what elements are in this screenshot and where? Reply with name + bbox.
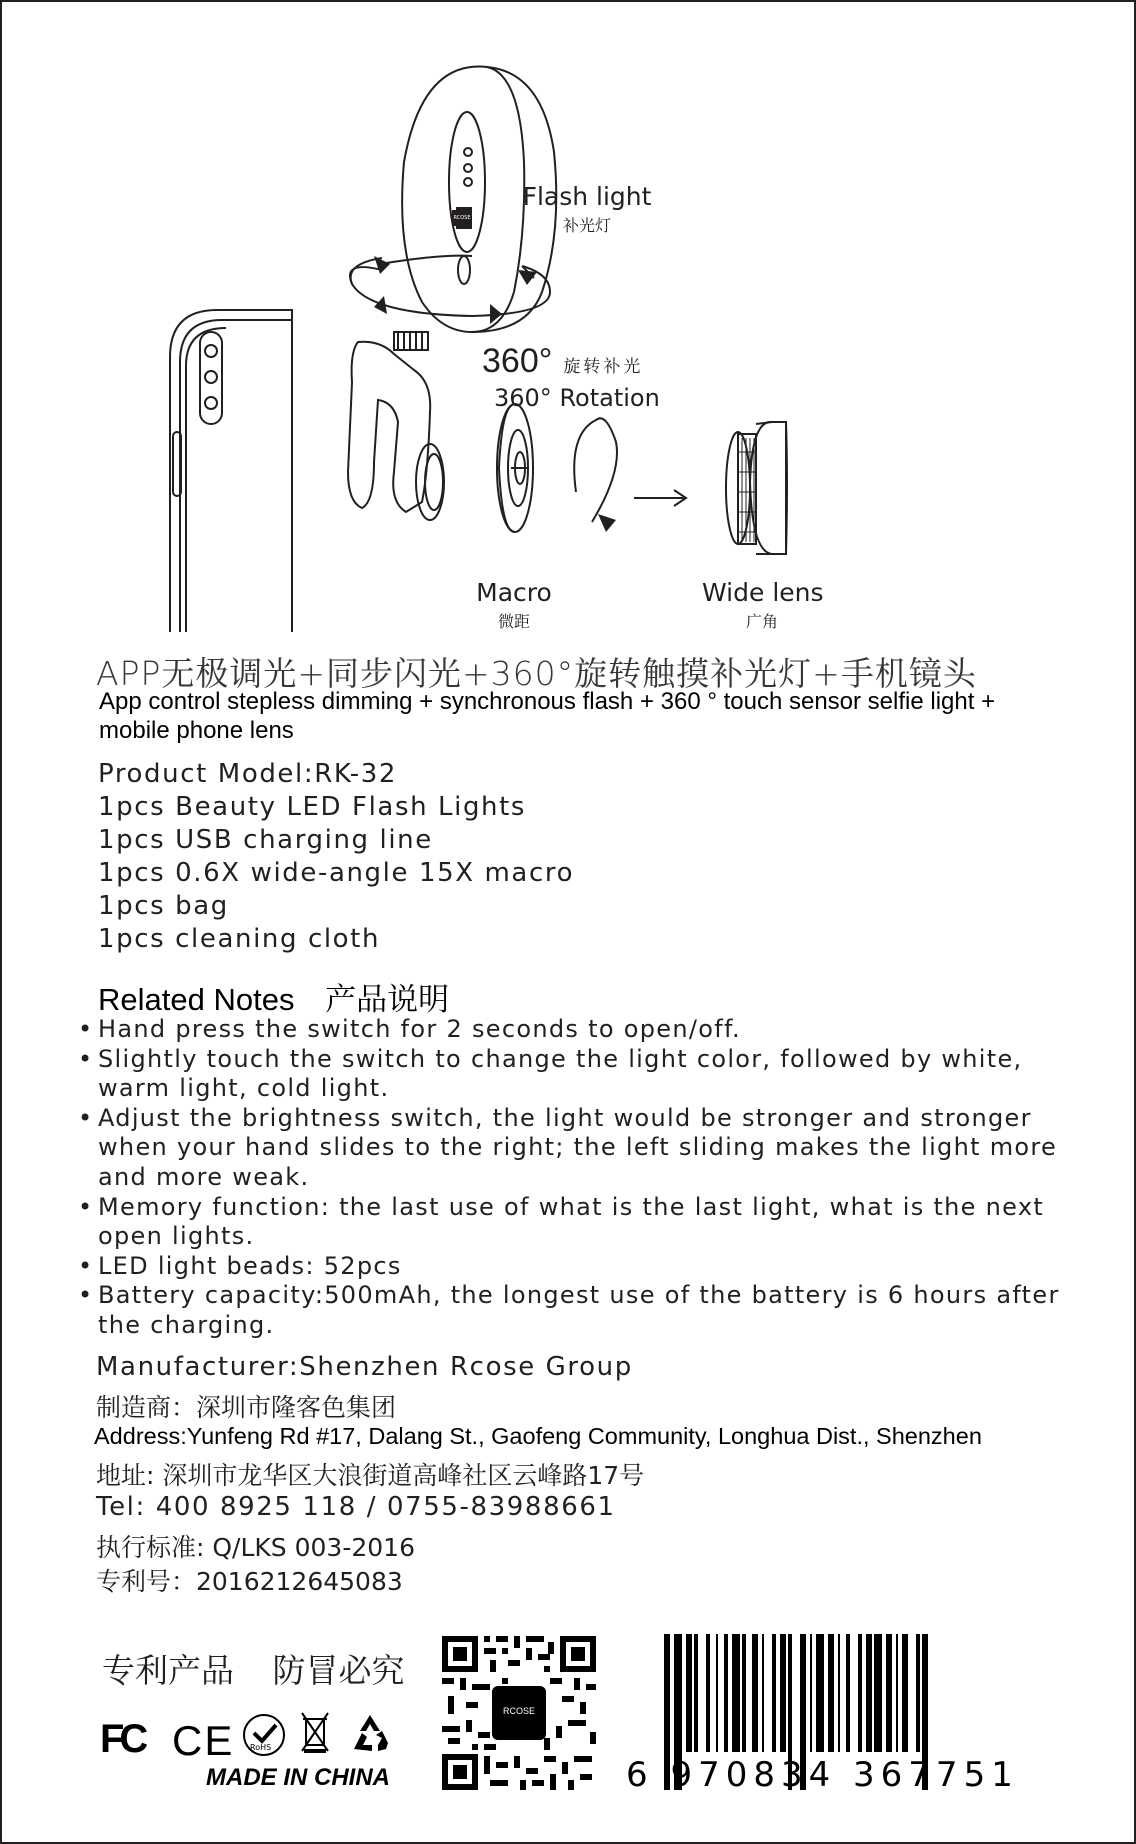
note-item: • Hand press the switch for 2 seconds to open/off. bbox=[78, 1015, 1078, 1045]
wide-lens-label-en: Wide lens bbox=[702, 578, 824, 607]
spec-item: 1pcs bag bbox=[98, 891, 229, 921]
notes-list bbox=[78, 1015, 1078, 1341]
barcode-bar bbox=[828, 1634, 834, 1752]
barcode-bar bbox=[810, 1634, 812, 1752]
patent-product-text: 专利产品 bbox=[102, 1651, 234, 1690]
rotation-label-en: 360° Rotation bbox=[494, 384, 660, 412]
barcode-bar bbox=[886, 1634, 892, 1752]
barcode-bar bbox=[762, 1634, 764, 1752]
qr-logo: RCOSE bbox=[502, 1706, 535, 1716]
macro-lens bbox=[497, 404, 533, 532]
rotation-label-zh: 旋转补光 bbox=[563, 357, 644, 377]
barcode-bar bbox=[858, 1634, 862, 1752]
spec-item: 1pcs Beauty LED Flash Lights bbox=[98, 792, 527, 822]
rohs-text: RoHS bbox=[250, 1743, 272, 1752]
barcode-bar bbox=[896, 1634, 898, 1752]
barcode-bar bbox=[694, 1634, 698, 1752]
notes-title-zh: 产品说明 bbox=[325, 982, 450, 1017]
headline-en: App control stepless dimming + synchronous flash + 360 ° touch sensor selfie light + mobile phone lens bbox=[99, 688, 996, 744]
barcode-bar bbox=[874, 1634, 882, 1752]
barcode-bar bbox=[816, 1634, 824, 1752]
note-item: • Memory function: the last use of what is the last light, what is the next open lights. bbox=[78, 1193, 1078, 1252]
fc-mark-icon: FC bbox=[100, 1717, 144, 1761]
macro-label bbox=[464, 578, 564, 632]
flash-logo: RCOSE bbox=[452, 210, 472, 226]
address-en: Address:Yunfeng Rd #17, Dalang St., Gaofeng Community, Longhua Dist., Shenzhen bbox=[94, 1423, 982, 1449]
anti-piracy-text: 防冒必究 bbox=[272, 1651, 405, 1690]
spec-item: 1pcs USB charging line bbox=[98, 825, 433, 855]
flash-light-label-en: Flash light bbox=[522, 182, 652, 211]
barcode-bar bbox=[716, 1634, 718, 1752]
barcode-bar bbox=[752, 1634, 758, 1752]
wide-lens-label-zh: 广角 bbox=[745, 612, 778, 631]
flash-light-label-zh: 补光灯 bbox=[562, 216, 611, 235]
barcode-bar bbox=[916, 1634, 920, 1752]
headline-zh: APP无极调光+同步闪光+360°旋转触摸补光灯+手机镜头 bbox=[96, 654, 977, 693]
recycle-icon bbox=[348, 1711, 392, 1759]
macro-label-en: Macro bbox=[476, 578, 552, 607]
macro-label-zh: 微距 bbox=[497, 612, 530, 631]
qr-code bbox=[440, 1634, 598, 1792]
patent-label bbox=[102, 1645, 405, 1692]
ce-mark-icon: CE bbox=[172, 1717, 235, 1764]
made-in-china: MADE IN CHINA bbox=[206, 1764, 390, 1791]
flash-light-label bbox=[522, 182, 652, 236]
address-zh: 地址: 深圳市龙华区大浪街道高峰社区云峰路17号 bbox=[96, 1461, 645, 1490]
phone-clip bbox=[348, 332, 444, 520]
spec-item: 1pcs 0.6X wide-angle 15X macro bbox=[98, 858, 575, 888]
barcode-bar bbox=[772, 1634, 776, 1752]
telephone: Tel: 400 8925 118 / 0755-83988661 bbox=[96, 1492, 616, 1522]
barcode-bar bbox=[838, 1634, 840, 1752]
note-item: • Adjust the brightness switch, the light would be stronger and stronger when your hand slides to the right; the left sliding makes the light more and more weak. bbox=[78, 1104, 1078, 1193]
note-item: • LED light beads: 52pcs bbox=[78, 1252, 1078, 1282]
manufacturer-en: Manufacturer:Shenzhen Rcose Group bbox=[96, 1352, 633, 1382]
spec-list bbox=[98, 758, 574, 956]
barcode-bar bbox=[742, 1634, 746, 1752]
barcode-bar bbox=[706, 1634, 710, 1752]
spec-item: Product Model:RK-32 bbox=[98, 759, 398, 789]
rotation-degree: 360° bbox=[482, 342, 553, 380]
barcode-bar bbox=[866, 1634, 872, 1752]
manufacturer-zh: 制造商：深圳市隆客色集团 bbox=[96, 1393, 397, 1422]
patent-number: 专利号：2016212645083 bbox=[96, 1567, 403, 1596]
flip-arrow bbox=[574, 418, 617, 522]
wide-lens bbox=[726, 422, 787, 554]
barcode-bar bbox=[780, 1634, 786, 1752]
product-illustration bbox=[2, 2, 1134, 642]
notes-title bbox=[98, 974, 449, 1019]
barcode-bar bbox=[846, 1634, 850, 1752]
phone-outline bbox=[170, 310, 292, 632]
note-item: • Battery capacity:500mAh, the longest use of the battery is 6 hours after the charging. bbox=[78, 1281, 1078, 1340]
weee-bin-icon bbox=[300, 1711, 330, 1759]
standard-code: 执行标准: Q/LKS 003-2016 bbox=[96, 1533, 415, 1562]
barcode-bar bbox=[686, 1634, 692, 1752]
barcode-digits: 6 970834 367751 bbox=[626, 1755, 1019, 1795]
rotation-label bbox=[482, 342, 643, 381]
barcode-bar bbox=[732, 1634, 740, 1752]
wide-lens-label bbox=[702, 578, 822, 632]
note-item: • Slightly touch the switch to change the light color, followed by white, warm light, cold light. bbox=[78, 1045, 1078, 1104]
notes-title-en: Related Notes bbox=[98, 982, 295, 1017]
rohs-icon bbox=[242, 1713, 286, 1757]
barcode-bar bbox=[724, 1634, 728, 1752]
spec-item: 1pcs cleaning cloth bbox=[98, 924, 381, 954]
barcode-bar bbox=[902, 1634, 908, 1752]
